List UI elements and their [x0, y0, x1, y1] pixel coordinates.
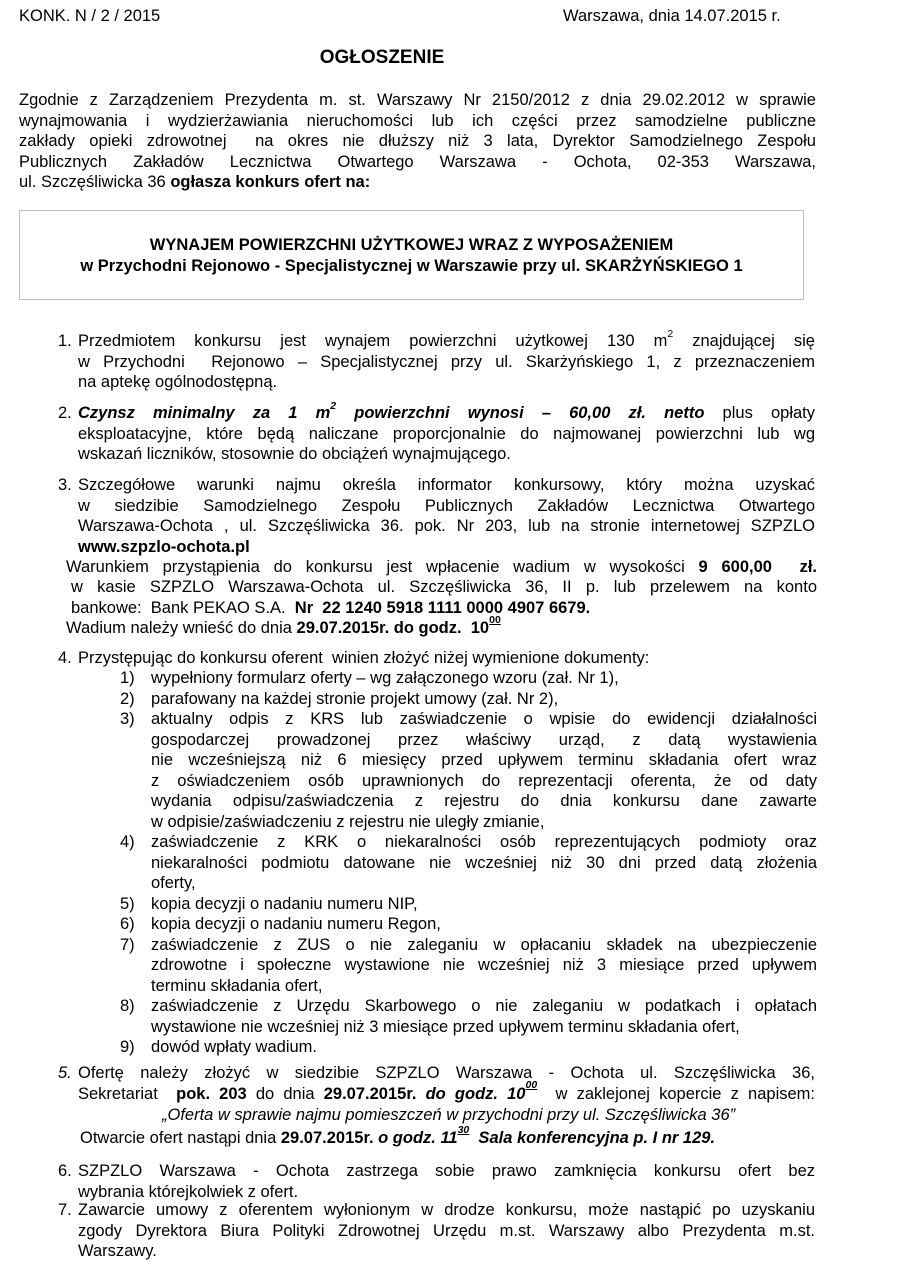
- point-line: Zawarcie umowy z oferentem wyłonionym w drodze konkursu, może nastąpić po uzyskaniu: [78, 1201, 815, 1219]
- rent-minimum: Czynsz minimalny za 1 m: [78, 404, 331, 422]
- point-7: [78, 1200, 815, 1262]
- point-1: [78, 328, 815, 393]
- list-item-line: zaświadczenie z KRK o niekaralności osób reprezentujących podmioty oraz: [151, 833, 817, 851]
- room-number: pok. 203: [176, 1084, 247, 1103]
- list-item-number: 4): [120, 833, 135, 851]
- deposit-amount: 9 600,00 zł.: [698, 558, 817, 576]
- point-number: 3.: [58, 476, 72, 494]
- superscript: 2: [667, 328, 674, 341]
- document-list-item: [120, 914, 817, 935]
- point-text: Wadium należy wnieść do dnia: [66, 619, 297, 637]
- intro-announcement: ogłasza konkurs ofert na:: [170, 173, 371, 191]
- point-line: w Przychodni Rejonowo – Specjalistycznej przy ul. Skarżyńskiego 1, z przeznaczeniem: [78, 352, 815, 371]
- point-3-payment: [71, 577, 817, 618]
- document-reference: KONK. N / 2 / 2015: [19, 7, 161, 25]
- list-item-line: z oświadczeniem osób uprawnionych do reprezentacji oferenta, że od daty: [151, 771, 817, 790]
- point-2: [78, 400, 815, 465]
- point-6: [78, 1161, 815, 1202]
- list-item-line: terminu składania ofert,: [151, 976, 323, 995]
- document-list-item: [120, 996, 817, 1037]
- point-text: bankowe: Bank PEKAO S.A.: [71, 598, 295, 617]
- superscript: 00: [525, 1079, 538, 1092]
- list-item-number: 5): [120, 894, 135, 913]
- document-list-item: [120, 832, 817, 894]
- submission-date: 29.07.2015r.: [323, 1084, 417, 1103]
- point-line: SZPZLO Warszawa - Ochota zastrzega sobie prawo zamknięcia konkursu ofert bez: [78, 1162, 815, 1180]
- point-line: [78, 400, 815, 424]
- intro-line: Publicznych Zakładów Lecznictwa Otwartego Warszawa - Ochota, 02-353 Warszawa,: [19, 152, 816, 171]
- list-item-number: 6): [120, 915, 135, 933]
- list-item-line: zaświadczenie z Urzędu Skarbowego o nie zaleganiu w podatkach i opłatach: [151, 997, 817, 1015]
- point-line: [78, 328, 815, 352]
- list-item-line: zaświadczenie z ZUS o nie zaleganiu w opłacaniu składek na ubezpieczenie: [151, 935, 817, 954]
- point-number: 6.: [58, 1162, 72, 1180]
- place-and-date: Warszawa, dnia 14.07.2015 r.: [563, 7, 781, 25]
- list-item-number: 2): [120, 689, 135, 708]
- list-item-number: 8): [120, 997, 135, 1015]
- deposit-deadline: [66, 613, 501, 639]
- point-number: 7.: [58, 1201, 72, 1219]
- superscript: 2: [330, 400, 337, 413]
- point-line: na aptekę ogólnodostępną.: [78, 373, 278, 391]
- point-line: zgody Dyrektora Biura Polityki Zdrowotnej Urzędu m.st. Warszawy albo Prezydenta m.st.: [78, 1221, 815, 1240]
- point-text: Sekretariat: [78, 1084, 177, 1103]
- list-item-line: nie wcześniejszą niż 6 miesięcy przed upływem terminu składania ofert wraz: [151, 751, 817, 769]
- list-item-line: zdrowotne i społeczne wystawione nie wcześniej niż 3 miesiące przed upływem: [151, 956, 817, 974]
- point-text: znajdującej się: [673, 332, 815, 350]
- document-list-item: [120, 1037, 817, 1058]
- opening-time: o godz. 11: [373, 1129, 458, 1147]
- point-4-intro: Przystępując do konkursu oferent winien złożyć niżej wymienione dokumenty:: [78, 649, 650, 667]
- point-number: 5.: [58, 1064, 72, 1082]
- bank-account-number: Nr 22 1240 5918 1111 0000 4907 6679.: [294, 598, 591, 617]
- document-list-item: [120, 935, 817, 997]
- list-item-line: kopia decyzji o nadaniu numeru Regon,: [151, 915, 441, 933]
- point-line: w siedzibie Samodzielnego Zespołu Publicznych Zakładów Lecznictwa Otwartego: [78, 496, 815, 515]
- subject-title: WYNAJEM POWIERZCHNI UŻYTKOWEJ WRAZ Z WYPOSAŻENIEM: [149, 236, 674, 254]
- deposit-line: [66, 557, 817, 578]
- intro-line: Zgodnie z Zarządzeniem Prezydenta m. st. Warszawy Nr 2150/2012 z dnia 29.02.2012 w sprawie: [19, 91, 816, 109]
- point-number: 2.: [58, 404, 72, 422]
- envelope-inscription: „Oferta w sprawie najmu pomieszczeń w przychodni przy ul. Szczęśliwicka 36”: [162, 1106, 736, 1124]
- intro-line: zakłady opieki zdrowotnej na okres nie dłuższy niż 3 lata, Dyrektor Samodzielnego Zespołu: [19, 132, 816, 150]
- opening-room: Sala konferencyjna p. I nr 129.: [469, 1129, 716, 1147]
- point-line: wybrania którejkolwiek z ofert.: [78, 1182, 299, 1201]
- list-item-line: w odpisie/zaświadczeniu z rejestru nie uległy zmianie,: [151, 812, 545, 831]
- point-text: plus opłaty: [704, 404, 815, 422]
- list-item-number: 1): [120, 669, 135, 687]
- point-text: Warunkiem przystąpienia do konkursu jest wpłacenie wadium w wysokości: [66, 558, 699, 576]
- point-line: Ofertę należy złożyć w siedzibie SZPZLO Warszawa - Ochota ul. Szczęśliwicka 36,: [78, 1064, 815, 1082]
- list-item-number: 3): [120, 710, 135, 728]
- point-line: Warszawa-Ochota , ul. Szczęśliwicka 36. pok. Nr 203, lub na stronie internetowej SZPZLO: [78, 517, 815, 535]
- point-text: Przedmiotem konkursu jest wynajem powierzchni użytkowej 130 m: [78, 332, 668, 350]
- document-list-item: [120, 709, 817, 832]
- list-item-line: gospodarczej prowadzonej przez właściwy urząd, z datą wystawienia: [151, 730, 817, 749]
- point-line: wskazań liczników, stosownie do obciążeń wynajmującego.: [78, 445, 511, 463]
- list-item-line: wystawione nie wcześniej niż 3 miesiące przed upływem terminu składania ofert,: [151, 1017, 740, 1036]
- point-text: do dnia: [246, 1084, 324, 1103]
- point-number: 4.: [58, 649, 72, 667]
- point-number: 1.: [58, 332, 72, 350]
- deposit-deadline-date: 29.07.2015r. do godz. 10: [296, 619, 490, 637]
- rent-minimum: powierzchni wynosi – 60,00 zł. netto: [336, 404, 705, 422]
- point-3: [78, 475, 815, 557]
- point-line: Szczegółowe warunki najmu określa informator konkursowy, który można uzyskać: [78, 476, 815, 494]
- deposit-line: w kasie SZPZLO Warszawa-Ochota ul. Szczęśliwicka 36, II p. lub przelewem na konto: [71, 578, 817, 596]
- list-item-line: dowód wpłaty wadium.: [151, 1038, 317, 1056]
- point-text: w zaklejonej kopercie z napisem:: [537, 1084, 815, 1103]
- list-item-line: oferty,: [151, 874, 196, 892]
- list-item-line: aktualny odpis z KRS lub zaświadczenie o wpisie do ewidencji działalności: [151, 710, 817, 728]
- intro-line-last: [19, 172, 816, 193]
- bank-line: [71, 598, 817, 619]
- intro-address: ul. Szczęśliwicka 36: [19, 173, 171, 191]
- list-item-number: 9): [120, 1038, 135, 1056]
- subject-location: w Przychodni Rejonowo - Specjalistycznej w Warszawie przy ul. SKARŻYŃSKIEGO 1: [80, 257, 743, 275]
- point-text: Otwarcie ofert nastąpi dnia: [80, 1129, 281, 1147]
- intro-paragraph: [19, 90, 816, 193]
- point-line: Warszawy.: [78, 1242, 157, 1260]
- point-3-deposit: [66, 557, 817, 578]
- list-item-line: kopia decyzji o nadaniu numeru NIP,: [151, 894, 418, 913]
- document-list-item: [120, 689, 817, 710]
- list-item-line: niekaralności podmiotu datowane nie wcześniej niż 30 dni przed datą złożenia: [151, 853, 817, 872]
- opening-date: 29.07.2015r.: [280, 1129, 374, 1147]
- list-item-line: wypełniony formularz oferty – wg załączonego wzoru (zał. Nr 1),: [151, 669, 619, 687]
- list-item-number: 7): [120, 935, 135, 954]
- point-line: [78, 1079, 815, 1105]
- website-link[interactable]: www.szpzlo-ochota.pl: [78, 537, 250, 556]
- list-item-line: parafowany na każdej stronie projekt umowy (zał. Nr 2),: [151, 689, 559, 708]
- superscript: 00: [489, 613, 501, 626]
- document-list-item: [120, 668, 817, 689]
- point-5: [78, 1063, 815, 1104]
- intro-line: wynajmowania i wydzierżawiania nieruchomości lub ich części przez samodzielne publiczne: [19, 111, 816, 130]
- opening-of-offers: [80, 1123, 716, 1149]
- subject-box: [19, 210, 804, 300]
- submission-time: do godz. 10: [416, 1084, 526, 1103]
- superscript: 30: [457, 1123, 470, 1136]
- document-list-item: [120, 894, 817, 915]
- document-title: OGŁOSZENIE: [319, 47, 445, 68]
- point-line: eksploatacyjne, które będą naliczane proporcjonalnie do najmowanej powierzchni lub wg: [78, 424, 815, 443]
- list-item-line: wydania odpisu/zaświadczenia z rejestru do dnia konkursu dane zawarte: [151, 792, 817, 810]
- required-documents-list: [120, 668, 817, 1058]
